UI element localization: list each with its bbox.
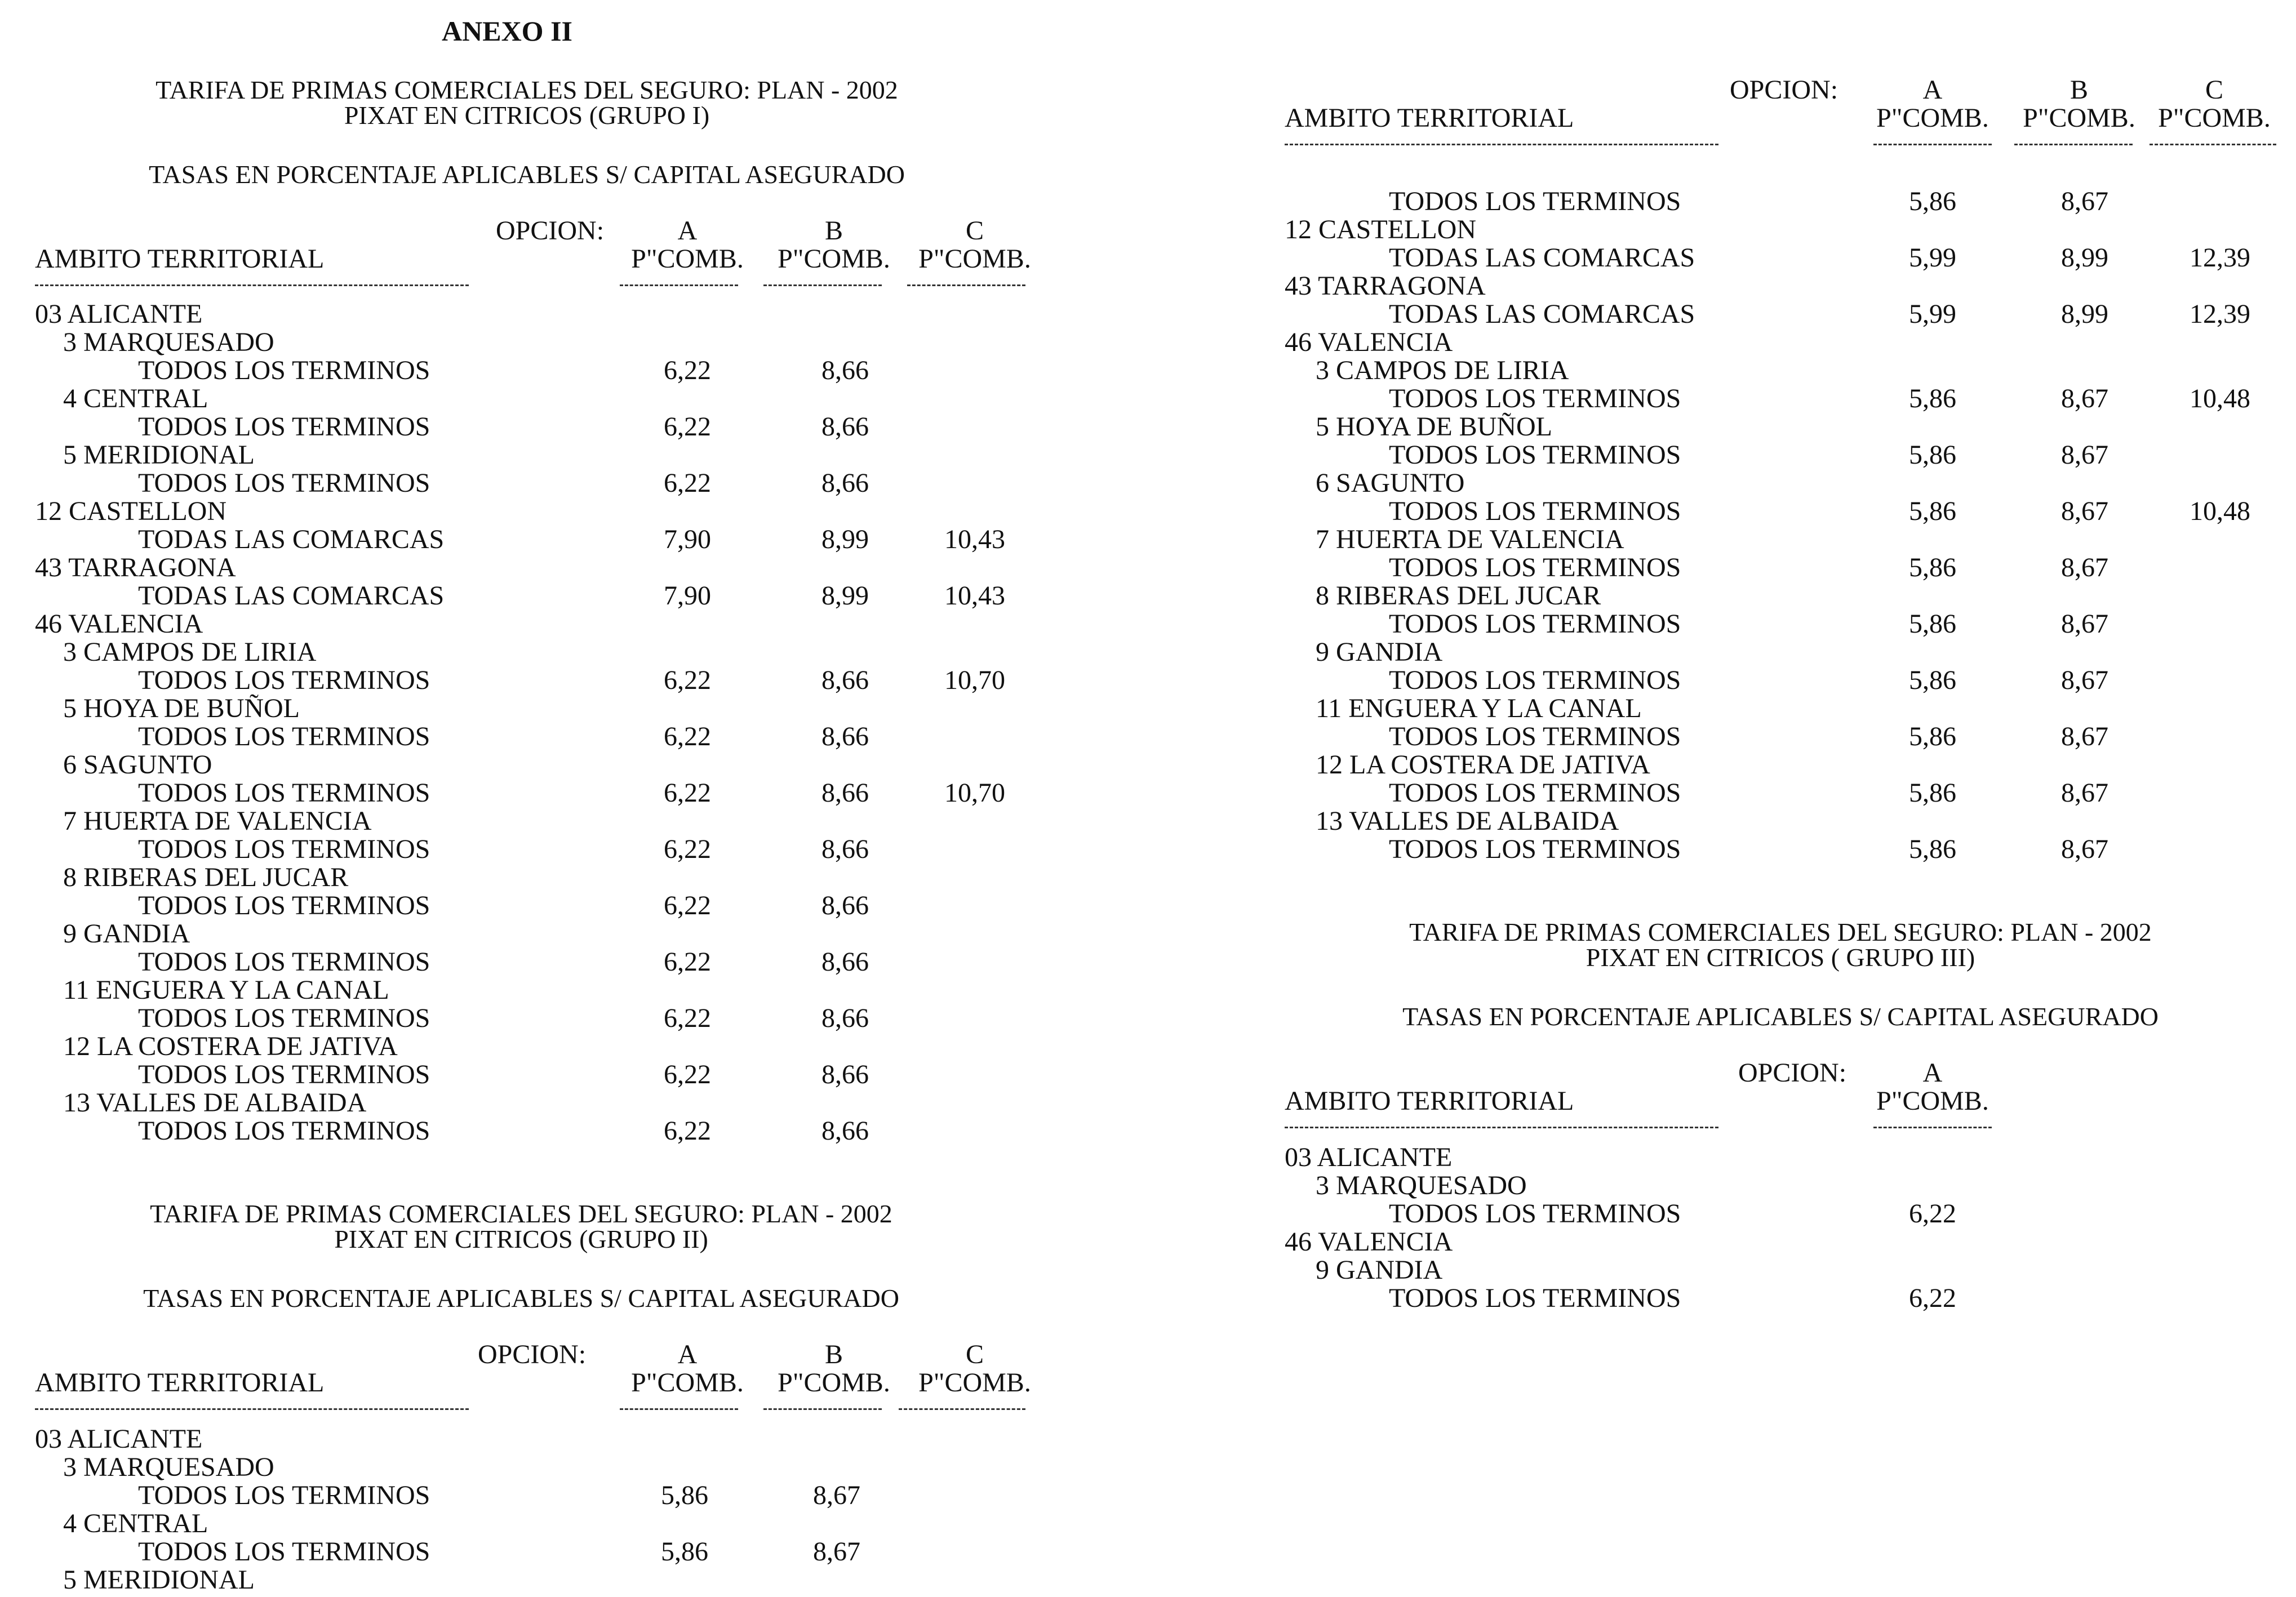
rate-a: 6,22 <box>1909 1283 1956 1313</box>
term-row-label: TODOS LOS TERMINOS <box>1389 1199 1681 1229</box>
comarca-label: 11 ENGUERA Y LA CANAL <box>1316 693 1642 723</box>
rate-a: 7,90 <box>664 524 711 554</box>
col-c-pcomb: P"COMB. <box>918 244 1031 274</box>
col-a-letter: A <box>677 1340 698 1369</box>
province-label: 03 ALICANTE <box>1285 1142 1453 1172</box>
rate-c: 10,48 <box>2190 384 2250 413</box>
rate-b: 8,67 <box>813 1480 860 1510</box>
col-b-pcomb: P"COMB. <box>778 244 890 274</box>
col-c-pcomb: P"COMB. <box>2158 103 2271 133</box>
comarca-label: 8 RIBERAS DEL JUCAR <box>1316 581 1601 611</box>
province-label: 46 VALENCIA <box>35 609 203 639</box>
comarca-label: 5 MERIDIONAL <box>63 1565 255 1595</box>
term-row-label: TODOS LOS TERMINOS <box>138 412 430 442</box>
col-c-letter: C <box>965 216 984 246</box>
rate-b: 8,67 <box>2061 553 2108 582</box>
rate-a: 6,22 <box>664 1003 711 1033</box>
rate-b: 8,67 <box>2061 440 2108 470</box>
comarca-label: 4 CENTRAL <box>63 384 208 413</box>
rate-a: 5,86 <box>1909 665 1956 695</box>
comarca-label: 4 CENTRAL <box>63 1509 208 1538</box>
term-row-label: TODOS LOS TERMINOS <box>138 1480 430 1510</box>
rate-c: 10,43 <box>944 581 1005 611</box>
comarca-label: 3 MARQUESADO <box>63 327 274 357</box>
opcion-label: OPCION: <box>1730 75 1838 105</box>
rate-b: 8,67 <box>2061 834 2108 864</box>
comarca-label: 13 VALLES DE ALBAIDA <box>1316 806 1619 836</box>
opcion-label: OPCION: <box>496 216 605 246</box>
comarca-label: 3 CAMPOS DE LIRIA <box>1316 355 1569 385</box>
comarca-label: 9 GANDIA <box>1316 637 1443 667</box>
comarca-label: 3 MARQUESADO <box>63 1452 274 1482</box>
rate-c: 10,70 <box>944 665 1005 695</box>
term-row-label: TODOS LOS TERMINOS <box>1389 609 1681 639</box>
rate-b: 8,67 <box>2061 186 2108 216</box>
rate-a: 5,86 <box>1909 186 1956 216</box>
rate-a: 6,22 <box>664 1060 711 1089</box>
divider <box>763 1408 882 1410</box>
province-label: 12 CASTELLON <box>35 496 227 526</box>
term-row-label: TODOS LOS TERMINOS <box>138 1060 430 1089</box>
rate-a: 5,99 <box>1909 299 1956 329</box>
rate-c: 10,43 <box>944 524 1005 554</box>
comarca-label: 5 HOYA DE BUÑOL <box>63 693 300 723</box>
term-row-label: TODOS LOS TERMINOS <box>138 1116 430 1146</box>
divider <box>2150 144 2276 145</box>
comarca-label: 11 ENGUERA Y LA CANAL <box>63 975 389 1005</box>
term-row-label: TODOS LOS TERMINOS <box>1389 186 1681 216</box>
province-label: 43 TARRAGONA <box>1285 271 1486 301</box>
rate-a: 5,86 <box>1909 722 1956 751</box>
comarca-label: 5 MERIDIONAL <box>63 440 255 470</box>
rate-a: 5,86 <box>1909 609 1956 639</box>
province-label: 46 VALENCIA <box>1285 327 1453 357</box>
term-row-label: TODOS LOS TERMINOS <box>138 834 430 864</box>
divider <box>763 284 882 286</box>
group1-title: TARIFA DE PRIMAS COMERCIALES DEL SEGURO: PLAN - 2002 <box>156 75 898 104</box>
comarca-label: 3 MARQUESADO <box>1316 1171 1527 1200</box>
divider <box>620 284 738 286</box>
group1-title-sub: PIXAT EN CITRICOS (GRUPO I) <box>344 101 710 130</box>
col-a-letter: A <box>1922 1058 1943 1088</box>
col-a-letter: A <box>1922 75 1943 105</box>
term-row-label: TODOS LOS TERMINOS <box>138 722 430 751</box>
term-row-label: TODOS LOS TERMINOS <box>1389 1283 1681 1313</box>
divider <box>2014 144 2133 145</box>
term-row-label: TODOS LOS TERMINOS <box>1389 665 1681 695</box>
term-row-label: TODOS LOS TERMINOS <box>1389 553 1681 582</box>
divider <box>1873 1127 1992 1128</box>
rate-b: 8,66 <box>821 1116 869 1146</box>
rate-a: 7,90 <box>664 581 711 611</box>
col-b-letter: B <box>2069 75 2088 105</box>
rate-a: 6,22 <box>664 722 711 751</box>
rate-a: 6,22 <box>664 834 711 864</box>
term-row-label: TODOS LOS TERMINOS <box>1389 834 1681 864</box>
rate-b: 8,67 <box>2061 778 2108 808</box>
comarca-label: 7 HUERTA DE VALENCIA <box>63 806 372 836</box>
rate-b: 8,67 <box>2061 722 2108 751</box>
rate-b: 8,66 <box>821 355 869 385</box>
rate-a: 5,86 <box>1909 440 1956 470</box>
term-row-label: TODOS LOS TERMINOS <box>138 468 430 498</box>
rate-a: 5,86 <box>1909 384 1956 413</box>
term-row-label: TODAS LAS COMARCAS <box>1389 243 1695 273</box>
divider <box>1873 144 1992 145</box>
divider <box>907 284 1025 286</box>
province-label: 12 CASTELLON <box>1285 215 1476 244</box>
rate-a: 6,22 <box>664 468 711 498</box>
rate-b: 8,99 <box>821 524 869 554</box>
province-label: 46 VALENCIA <box>1285 1227 1453 1257</box>
comarca-label: 7 HUERTA DE VALENCIA <box>1316 524 1624 554</box>
ambito-header: AMBITO TERRITORIAL <box>35 244 325 274</box>
rate-a: 6,22 <box>664 1116 711 1146</box>
col-a-pcomb: P"COMB. <box>1876 1086 1989 1116</box>
col-b-letter: B <box>824 1340 843 1369</box>
rate-b: 8,67 <box>2061 496 2108 526</box>
rate-a: 5,99 <box>1909 243 1956 273</box>
divider <box>1285 1127 1718 1128</box>
rate-b: 8,99 <box>821 581 869 611</box>
term-row-label: TODOS LOS TERMINOS <box>138 891 430 920</box>
ambito-header: AMBITO TERRITORIAL <box>1285 103 1574 133</box>
col-a-letter: A <box>677 216 698 246</box>
col-a-pcomb: P"COMB. <box>1876 103 1989 133</box>
col-c-pcomb: P"COMB. <box>918 1368 1031 1398</box>
term-row-label: TODOS LOS TERMINOS <box>1389 440 1681 470</box>
ambito-header: AMBITO TERRITORIAL <box>1285 1086 1574 1116</box>
rate-b: 8,66 <box>821 1060 869 1089</box>
term-row-label: TODAS LAS COMARCAS <box>138 581 445 611</box>
rate-a: 6,22 <box>664 891 711 920</box>
rate-a: 6,22 <box>664 412 711 442</box>
term-row-label: TODOS LOS TERMINOS <box>138 1003 430 1033</box>
opcion-label: OPCION: <box>1738 1058 1847 1088</box>
rate-a: 6,22 <box>664 665 711 695</box>
rate-b: 8,67 <box>813 1537 860 1567</box>
rate-b: 8,99 <box>2061 243 2108 273</box>
divider <box>35 1408 469 1410</box>
rate-c: 12,39 <box>2190 299 2250 329</box>
province-label: 03 ALICANTE <box>35 1424 203 1454</box>
comarca-label: 6 SAGUNTO <box>1316 468 1465 498</box>
rate-c: 10,48 <box>2190 496 2250 526</box>
rate-b: 8,67 <box>2061 384 2108 413</box>
rate-a: 5,86 <box>1909 496 1956 526</box>
rate-c: 12,39 <box>2190 243 2250 273</box>
ambito-header: AMBITO TERRITORIAL <box>35 1368 325 1398</box>
rate-a: 5,86 <box>661 1480 708 1510</box>
rate-c: 10,70 <box>944 778 1005 808</box>
term-row-label: TODAS LAS COMARCAS <box>138 524 445 554</box>
comarca-label: 6 SAGUNTO <box>63 750 212 780</box>
term-row-label: TODOS LOS TERMINOS <box>1389 496 1681 526</box>
rate-b: 8,67 <box>2061 609 2108 639</box>
group3-title: TARIFA DE PRIMAS COMERCIALES DEL SEGURO: PLAN - 2002 <box>1409 918 2152 946</box>
col-a-pcomb: P"COMB. <box>631 1368 744 1398</box>
rate-b: 8,66 <box>821 468 869 498</box>
group2-title: TARIFA DE PRIMAS COMERCIALES DEL SEGURO: PLAN - 2002 <box>150 1199 892 1228</box>
divider <box>35 284 469 286</box>
province-label: 03 ALICANTE <box>35 299 203 329</box>
comarca-label: 9 GANDIA <box>63 919 190 949</box>
rate-b: 8,66 <box>821 778 869 808</box>
term-row-label: TODOS LOS TERMINOS <box>1389 722 1681 751</box>
term-row-label: TODOS LOS TERMINOS <box>138 665 430 695</box>
annex-title: ANEXO II <box>442 15 572 47</box>
term-row-label: TODAS LAS COMARCAS <box>1389 299 1695 329</box>
group3-subtitle: TASAS EN PORCENTAJE APLICABLES S/ CAPITAL ASEGURADO <box>1402 1002 2159 1031</box>
col-b-letter: B <box>824 216 843 246</box>
rate-b: 8,66 <box>821 891 869 920</box>
comarca-label: 3 CAMPOS DE LIRIA <box>63 637 317 667</box>
rate-a: 5,86 <box>1909 553 1956 582</box>
group3-title-sub: PIXAT EN CITRICOS ( GRUPO III) <box>1586 943 1975 972</box>
rate-b: 8,66 <box>821 722 869 751</box>
comarca-label: 8 RIBERAS DEL JUCAR <box>63 862 349 892</box>
col-a-pcomb: P"COMB. <box>631 244 744 274</box>
rate-a: 6,22 <box>664 778 711 808</box>
divider <box>1285 144 1718 145</box>
opcion-label: OPCION: <box>478 1340 587 1369</box>
term-row-label: TODOS LOS TERMINOS <box>138 778 430 808</box>
term-row-label: TODOS LOS TERMINOS <box>138 355 430 385</box>
col-b-pcomb: P"COMB. <box>2023 103 2135 133</box>
col-c-letter: C <box>965 1340 984 1369</box>
rate-a: 6,22 <box>1909 1199 1956 1229</box>
group2-title-sub: PIXAT EN CITRICOS (GRUPO II) <box>334 1225 708 1253</box>
term-row-label: TODOS LOS TERMINOS <box>138 947 430 977</box>
comarca-label: 9 GANDIA <box>1316 1255 1443 1285</box>
rate-a: 5,86 <box>1909 834 1956 864</box>
term-row-label: TODOS LOS TERMINOS <box>138 1537 430 1567</box>
rate-b: 8,67 <box>2061 665 2108 695</box>
rate-b: 8,66 <box>821 947 869 977</box>
col-b-pcomb: P"COMB. <box>778 1368 890 1398</box>
rate-b: 8,66 <box>821 834 869 864</box>
group1-subtitle: TASAS EN PORCENTAJE APLICABLES S/ CAPITAL ASEGURADO <box>149 160 905 189</box>
group2-subtitle: TASAS EN PORCENTAJE APLICABLES S/ CAPITAL ASEGURADO <box>143 1284 899 1313</box>
term-row-label: TODOS LOS TERMINOS <box>1389 778 1681 808</box>
term-row-label: TODOS LOS TERMINOS <box>1389 384 1681 413</box>
rate-b: 8,99 <box>2061 299 2108 329</box>
divider <box>899 1408 1025 1410</box>
rate-a: 6,22 <box>664 355 711 385</box>
comarca-label: 12 LA COSTERA DE JATIVA <box>63 1031 398 1061</box>
rate-b: 8,66 <box>821 412 869 442</box>
comarca-label: 5 HOYA DE BUÑOL <box>1316 412 1552 442</box>
rate-a: 6,22 <box>664 947 711 977</box>
col-c-letter: C <box>2205 75 2223 105</box>
rate-b: 8,66 <box>821 665 869 695</box>
rate-a: 5,86 <box>1909 778 1956 808</box>
province-label: 43 TARRAGONA <box>35 553 236 582</box>
divider <box>620 1408 738 1410</box>
comarca-label: 12 LA COSTERA DE JATIVA <box>1316 750 1650 780</box>
rate-a: 5,86 <box>661 1537 708 1567</box>
comarca-label: 13 VALLES DE ALBAIDA <box>63 1088 367 1118</box>
rate-b: 8,66 <box>821 1003 869 1033</box>
